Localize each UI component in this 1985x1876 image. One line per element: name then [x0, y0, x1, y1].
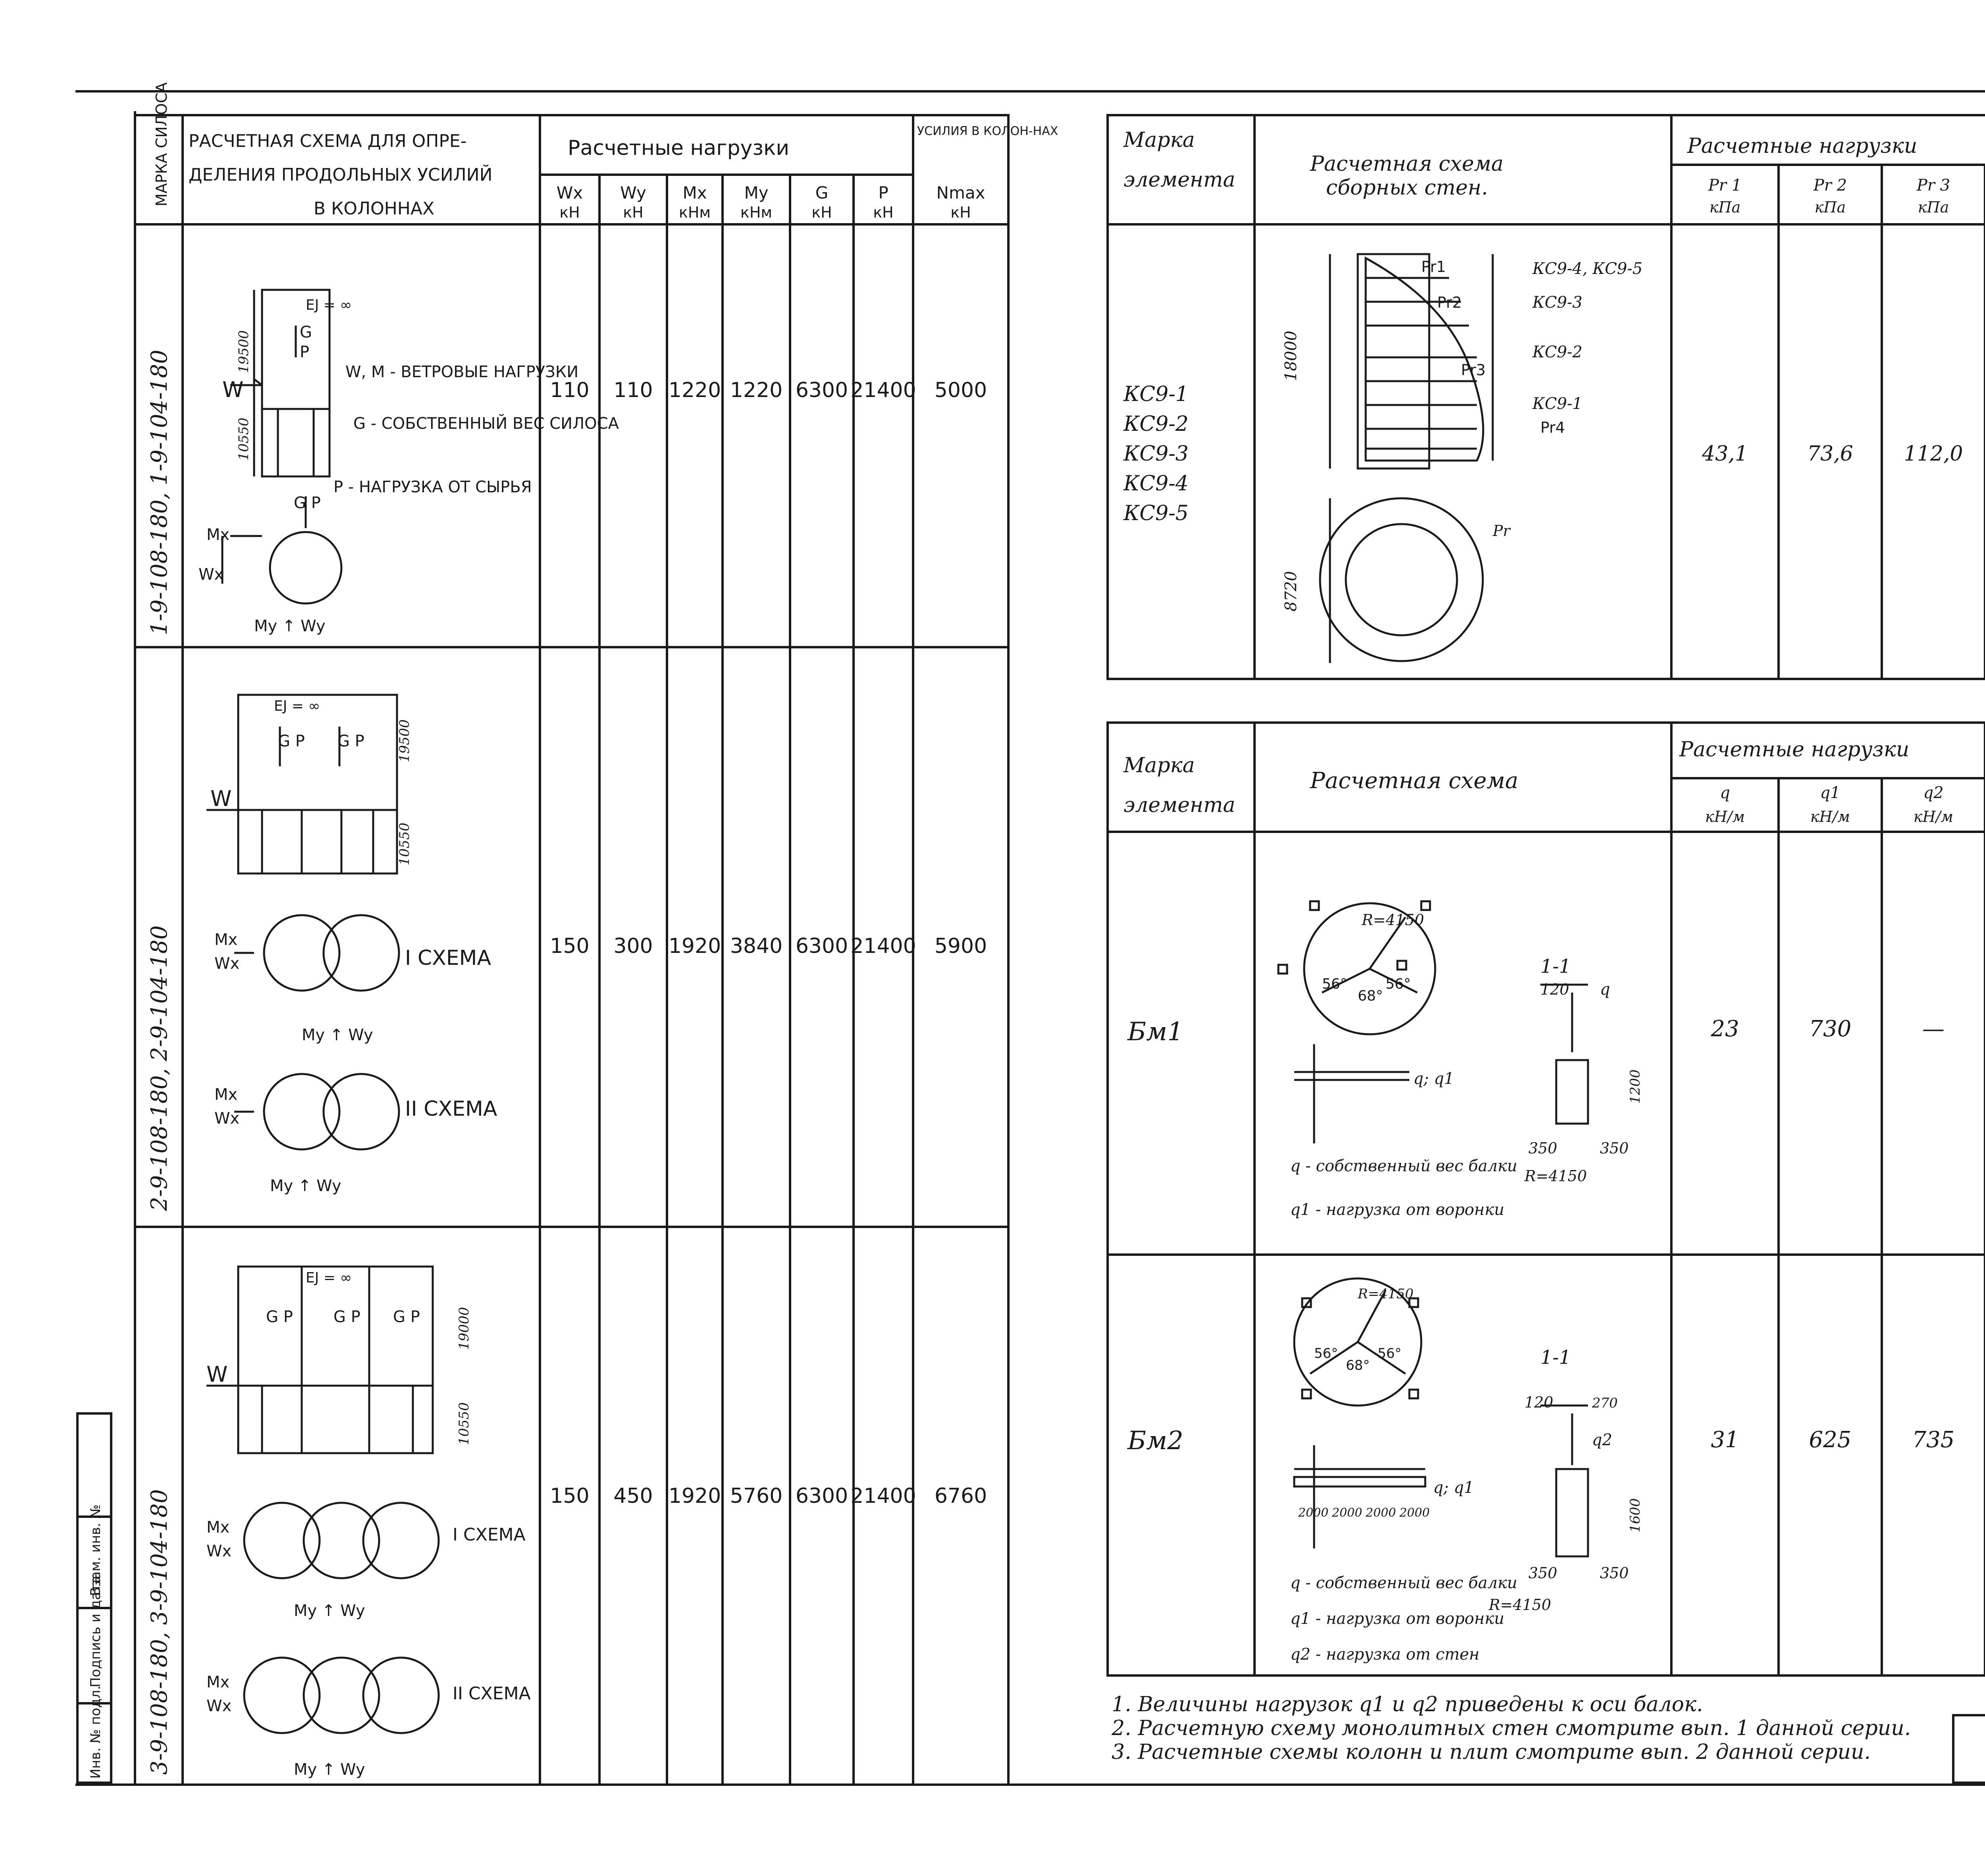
row3-wx: Wx	[206, 1542, 232, 1560]
tr-col-name-2: Pr 3	[1916, 176, 1950, 195]
br-row2-a1: 56°	[1314, 1346, 1338, 1361]
row1-p: P	[300, 343, 310, 361]
br-col-name-1: q1	[1820, 784, 1840, 802]
br-span-2: 2000	[1366, 1506, 1396, 1520]
tr-mark-0: КС9-1	[1124, 382, 1189, 406]
row2-scheme	[206, 695, 399, 1149]
br-col-headers	[1705, 784, 1985, 825]
br-cell-r0-c1: 730	[1809, 1016, 1852, 1042]
row3-scheme2: II СХЕМА	[453, 1683, 531, 1704]
left-col-unit-2: кНм	[678, 204, 711, 221]
left-cell-r0-c5: 21400	[850, 378, 916, 402]
left-cell-r1-c3: 3840	[730, 934, 783, 958]
left-cell-r0-c3: 1220	[730, 378, 783, 402]
left-col-unit-3: кНм	[740, 204, 773, 221]
row2-h2: 10550	[397, 822, 412, 866]
row1-w-label: W	[222, 377, 244, 402]
side-stamp-1: Инв. № подл.	[88, 1685, 104, 1779]
br-loads-header: Расчетные нагрузки	[1679, 738, 1910, 762]
row2-gp1: G P	[278, 732, 305, 750]
br-row2-mark: Бм2	[1127, 1426, 1183, 1456]
br-row2-q2: q2	[1592, 1431, 1613, 1449]
left-table-col-headers	[557, 183, 985, 221]
br-cell-r1-c2: 735	[1912, 1427, 1955, 1453]
tr-k2: КС9-2	[1532, 343, 1582, 361]
br-row2-a2: 68°	[1346, 1357, 1370, 1373]
left-col-unit-0: кН	[559, 204, 580, 221]
side-stamp-3: Взам. инв. №	[88, 1504, 104, 1596]
row1-mark: 1-9-108-180, 1-9-104-180	[146, 349, 172, 635]
br-span-1: 2000	[1332, 1506, 1363, 1520]
left-col-unit-4: кН	[811, 204, 832, 221]
left-cell-r1-c4: 6300	[795, 934, 848, 958]
left-cell-r0-c1: 110	[613, 378, 653, 402]
tr-marks-list	[1123, 382, 1189, 525]
tr-scheme-drawing	[1320, 254, 1493, 663]
row2-my-wy: My ↑ Wy	[302, 1026, 373, 1044]
note-1: 1. Величины нагрузок q1 и q2 приведены к оси балок.	[1112, 1693, 1703, 1716]
row3-wx2: Wx	[206, 1697, 232, 1715]
row1-note-wm: W, M - ВЕТРОВЫЕ НАГРУЗКИ	[345, 363, 579, 381]
row3-my-wy: My ↑ Wy	[294, 1602, 365, 1620]
br-scheme-header: Расчетная схема	[1310, 768, 1519, 794]
tr-h-total: 18000	[1282, 330, 1300, 381]
tr-pr: Pr	[1493, 522, 1510, 540]
br-row1-section: 1-1	[1540, 955, 1571, 978]
row3-h1: 19000	[456, 1307, 472, 1350]
left-table-header	[153, 82, 1058, 219]
left-cell-r0-c0: 110	[550, 378, 590, 402]
row1-gp: G P	[294, 494, 321, 512]
br-row1-mark: Бм1	[1127, 1017, 1183, 1047]
br-row1-w120: 120	[1540, 981, 1569, 998]
br-row2-spans	[1298, 1506, 1430, 1520]
tr-scheme-header-1: Расчетная схема	[1310, 152, 1504, 176]
br-row1-h: 1200	[1627, 1069, 1643, 1104]
row3-w-label: W	[206, 1362, 228, 1387]
br-row1-q: q	[1600, 980, 1610, 999]
loads-group-header: Расчетные нагрузки	[568, 136, 790, 160]
left-col-name-5: P	[878, 183, 888, 202]
tr-mark-3: КС9-4	[1124, 472, 1189, 496]
tr-values-row	[1702, 442, 1985, 466]
row3-mx2: Mx	[206, 1673, 230, 1691]
frame-lines	[75, 79, 1985, 1830]
tr-mark-header-2: элемента	[1124, 168, 1235, 192]
left-table-values	[550, 378, 987, 1508]
br-col-unit-1: кН/м	[1810, 808, 1850, 825]
left-col-name-6: Nmax	[936, 183, 985, 202]
br-row2-a3: 56°	[1378, 1346, 1402, 1361]
note-2: 2. Расчетную схему монолитных стен смотрите вып. 1 данной серии.	[1112, 1716, 1911, 1740]
row1-g: G	[300, 323, 312, 341]
row2-mx2: Mx	[214, 1085, 238, 1104]
row3-my-wy2: My ↑ Wy	[294, 1760, 365, 1779]
tr-val-0: 43,1	[1702, 442, 1748, 466]
br-row1-a2: 68°	[1358, 988, 1383, 1004]
left-col-name-1: Wy	[620, 183, 646, 202]
row1-h1: 19500	[236, 330, 252, 373]
row1-ej: EJ = ∞	[306, 297, 352, 313]
row3-ej: EJ = ∞	[306, 1270, 352, 1286]
br-row2-legend-q2: q2 - нагрузка от стен	[1290, 1645, 1480, 1664]
row1-note-p: P - НАГРУЗКА ОТ СЫРЬЯ	[333, 478, 532, 496]
left-col-unit-6: кН	[950, 204, 971, 221]
tr-pr2: Pr2	[1437, 294, 1462, 311]
br-row1-b1: 350	[1528, 1139, 1557, 1157]
row1-mx: Mx	[206, 526, 230, 544]
row3-scheme	[206, 1267, 439, 1733]
row2-mx: Mx	[214, 931, 238, 949]
row2-scheme2: II СХЕМА	[405, 1097, 497, 1121]
left-cell-r2-c1: 450	[613, 1484, 653, 1508]
row3-gp3: G P	[393, 1308, 420, 1326]
left-cell-r2-c3: 5760	[730, 1484, 783, 1508]
br-mark-header-1: Марка	[1124, 754, 1195, 777]
br-cell-r0-c0: 23	[1711, 1016, 1739, 1042]
tr-val-1: 73,6	[1807, 442, 1853, 466]
br-row1-load: q; q1	[1413, 1070, 1454, 1088]
note-3: 3. Расчетные схемы колонн и плит смотрите вып. 2 данной серии.	[1112, 1740, 1871, 1764]
br-col-unit-2: кН/м	[1913, 808, 1954, 825]
tr-k1: КС9-1	[1532, 395, 1582, 413]
left-col-unit-1: кН	[623, 204, 644, 221]
br-row2-radius: R=4150	[1358, 1286, 1414, 1302]
left-cell-r2-c2: 1920	[668, 1484, 721, 1508]
left-cell-r2-c5: 21400	[850, 1484, 916, 1508]
tr-k3: КС9-3	[1532, 293, 1582, 312]
left-cell-r1-c0: 150	[550, 934, 590, 958]
br-row2-load: q; q1	[1433, 1479, 1474, 1497]
row2-wx2: Wx	[214, 1109, 240, 1128]
row2-wx: Wx	[214, 954, 240, 973]
scheme-col-header-1: РАСЧЕТНАЯ СХЕМА ДЛЯ ОПРЕ-	[189, 131, 467, 151]
left-cell-r1-c6: 5900	[934, 934, 987, 958]
tr-mark-2: КС9-3	[1124, 442, 1189, 466]
left-cell-r0-c6: 5000	[934, 378, 987, 402]
br-row1-radius2: R=4150	[1524, 1167, 1587, 1185]
left-cell-r2-c6: 6760	[934, 1484, 987, 1508]
tr-k45: КС9-4, КС9-5	[1532, 260, 1643, 278]
row2-scheme1: I СХЕМА	[405, 946, 491, 970]
br-row1-b2: 350	[1600, 1139, 1629, 1157]
br-row1-a3: 56°	[1386, 976, 1411, 992]
br-col-name-2: q2	[1923, 784, 1944, 802]
row3-scheme1: I СХЕМА	[453, 1525, 526, 1545]
tr-d: 8720	[1282, 571, 1300, 611]
br-row2-radius2: R=4150	[1489, 1596, 1551, 1614]
efforts-group-header: УСИЛИЯ В КОЛОН-НАХ	[917, 124, 1058, 138]
left-cell-r1-c1: 300	[613, 934, 653, 958]
tr-pr1: Pr1	[1421, 258, 1446, 276]
br-cell-r1-c1: 625	[1809, 1427, 1852, 1453]
mark-col-header: МАРКА СИЛОСА	[153, 82, 170, 206]
left-col-name-3: My	[744, 183, 769, 202]
tr-val-2: 112,0	[1904, 442, 1963, 466]
row3-gp1: G P	[266, 1308, 293, 1326]
tr-loads-header: Расчетные нагрузки	[1687, 134, 1918, 158]
br-row1-a1: 56°	[1322, 976, 1347, 992]
tr-col-name-1: Pr 2	[1813, 176, 1847, 195]
br-col-name-0: q	[1720, 784, 1730, 802]
row2-gp2: G P	[337, 732, 364, 750]
row3-mark: 3-9-108-180, 3-9-104-180	[146, 1489, 172, 1775]
row2-mark: 2-9-108-180, 2-9-104-180	[146, 925, 172, 1211]
row2-w-label: W	[210, 786, 232, 811]
left-cell-r1-c5: 21400	[850, 934, 916, 958]
tr-scheme-header-2: сборных стен.	[1326, 176, 1488, 200]
br-cell-r1-c0: 31	[1711, 1427, 1739, 1453]
br-row2-w270: 270	[1592, 1395, 1618, 1411]
br-span-3: 2000	[1399, 1506, 1430, 1520]
br-row2-section: 1-1	[1540, 1346, 1571, 1369]
left-cell-r1-c2: 1920	[668, 934, 721, 958]
left-cell-r2-c4: 6300	[795, 1484, 848, 1508]
br-row2-legend-q1: q1 - нагрузка от воронки	[1290, 1610, 1505, 1628]
br-row2-h: 1600	[1627, 1498, 1643, 1533]
row1-h2: 10550	[236, 417, 252, 461]
tr-pr4: Pr4	[1540, 419, 1565, 436]
row1-note-g: G - СОБСТВЕННЫЙ ВЕС СИЛОСА	[353, 415, 619, 433]
tr-mark-header-1: Марка	[1124, 128, 1195, 152]
br-row1-scheme	[1278, 901, 1588, 1143]
br-cell-r0-c2: —	[1922, 1016, 1945, 1042]
row2-my-wy2: My ↑ Wy	[270, 1177, 341, 1195]
row3-mx: Mx	[206, 1518, 230, 1537]
tr-col-unit-1: кПа	[1814, 199, 1846, 216]
left-cell-r0-c2: 1220	[668, 378, 721, 402]
row3-gp2: G P	[333, 1308, 360, 1326]
row3-h2: 10550	[456, 1402, 472, 1445]
br-row2-b1: 350	[1528, 1564, 1557, 1582]
br-row2-legend-q: q - собственный вес балки	[1290, 1574, 1517, 1592]
left-col-unit-5: кН	[873, 204, 894, 221]
br-row1-legend-q1: q1 - нагрузка от воронки	[1290, 1201, 1505, 1219]
left-col-name-0: Wx	[556, 183, 583, 202]
left-col-name-2: Mx	[682, 183, 707, 202]
br-col-unit-0: кН/м	[1705, 808, 1745, 825]
tr-col-name-0: Pr 1	[1708, 176, 1742, 195]
row1-my-wy: My ↑ Wy	[254, 617, 326, 635]
tr-col-unit-2: кПа	[1918, 199, 1949, 216]
scheme-col-header-2: ДЕЛЕНИЯ ПРОДОЛЬНЫХ УСИЛИЙ	[189, 165, 493, 185]
br-row2-w120: 120	[1524, 1394, 1553, 1411]
row1-wx: Wx	[198, 565, 224, 584]
left-col-name-4: G	[815, 183, 829, 202]
br-row1-legend-q: q - собственный вес балки	[1290, 1157, 1517, 1175]
br-row1-radius: R=4150	[1362, 911, 1424, 929]
tr-col-unit-0: кПа	[1709, 199, 1741, 216]
tr-mark-1: КС9-2	[1124, 412, 1189, 436]
left-cell-r2-c0: 150	[550, 1484, 590, 1508]
tr-mark-4: КС9-5	[1124, 501, 1189, 525]
tr-pr3: Pr3	[1461, 361, 1486, 379]
left-cell-r0-c4: 6300	[795, 378, 848, 402]
row2-ej: EJ = ∞	[274, 698, 320, 714]
br-mark-header-2: элемента	[1124, 793, 1235, 817]
tr-col-headers	[1708, 176, 1985, 216]
br-values	[1710, 1016, 1985, 1453]
row2-h1: 19500	[397, 719, 412, 762]
br-span-0: 2000	[1298, 1506, 1329, 1520]
side-stamp-2: Подпись и дата	[88, 1575, 104, 1687]
scheme-col-header-3: В КОЛОННАХ	[314, 199, 435, 219]
br-row2-b2: 350	[1600, 1564, 1629, 1582]
